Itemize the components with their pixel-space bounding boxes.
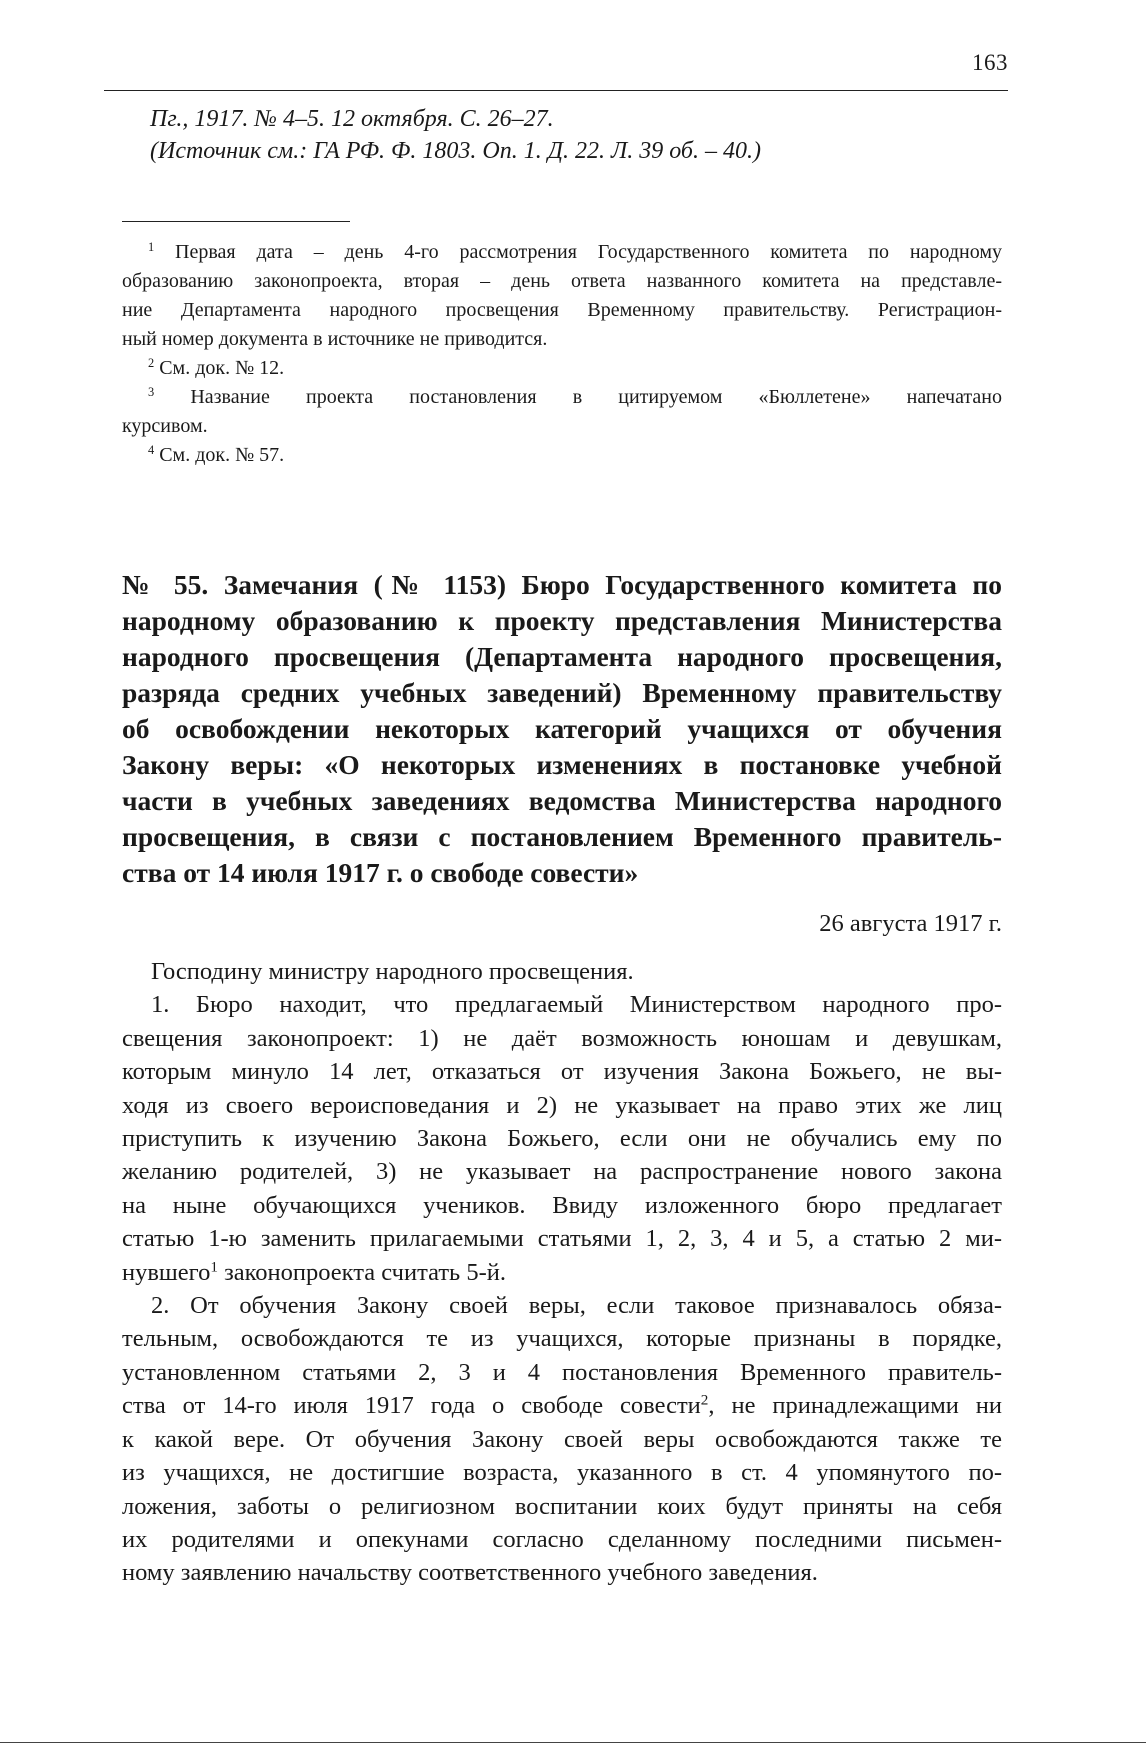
footnote-line: образованию законопроекта, вторая – день ответа названного комитета на представле- <box>122 270 1002 292</box>
footnotes <box>122 238 1002 470</box>
footnote-mark: 4 <box>148 443 155 458</box>
paragraph-line: установленном статьями 2, 3 и 4 постановления Временного правитель- <box>122 1358 1002 1386</box>
paragraph-line: тельным, освобождаются те из учащихся, которые признаны в порядке, <box>122 1325 1002 1353</box>
document-body <box>122 955 1002 1590</box>
text-run: , не принадлежащими ни <box>708 1392 1002 1420</box>
paragraph-line: из учащихся, не достигшие возраста, указанного в ст. 4 упомянутого по- <box>122 1459 1002 1487</box>
paragraph-line: ходя из своего вероисповедания и 2) не указывает на право этих же лиц <box>122 1091 1002 1119</box>
paragraph-line: которым минуло 14 лет, отказаться от изучения Закона Божьего, не вы- <box>122 1058 1002 1086</box>
page-number: 163 <box>972 50 1008 75</box>
document-date: 26 августа 1917 г. <box>819 910 1002 937</box>
header-rule <box>104 90 1008 91</box>
footnote-line: ный номер документа в источнике не приводится. <box>122 328 548 350</box>
footnote-line <box>122 238 1002 267</box>
heading-line: разряда средних учебных заведений) Временному правительству <box>122 677 1002 708</box>
footnote-line: курсивом. <box>122 415 208 437</box>
heading-line: об освобождении некоторых категорий учащихся от обучения <box>122 713 1002 744</box>
heading-line: просвещения, в связи с постановлением Временного правитель- <box>122 821 1002 852</box>
footnote-ref: 1 <box>210 1258 218 1276</box>
footnote-line: ние Департамента народного просвещения Временному правительству. Регистрацион- <box>122 299 1002 321</box>
heading-line: части в учебных заведениях ведомства Министерства народного <box>122 785 1002 816</box>
footnote-line <box>122 383 1002 412</box>
paragraph-line: приступить к изучению Закона Божьего, если они не обучались ему по <box>122 1125 1002 1153</box>
text-run: нувшего <box>122 1258 211 1286</box>
footnote-text: Первая дата – день 4-го рассмотрения Государственного комитета по народному <box>154 241 1002 263</box>
text-run: законопроекта считать 5-й. <box>217 1258 506 1286</box>
paragraph-line: их родителями и опекунами согласно сделанному последними письмен- <box>122 1525 1002 1553</box>
paragraph-line: свещения законопроект: 1) не даёт возможность юношам и девушкам, <box>122 1024 1002 1052</box>
footnote-mark: 3 <box>148 385 155 400</box>
document-heading <box>122 567 1002 891</box>
footnote-rule <box>122 221 350 222</box>
paragraph-line: на ныне обучающихся учеников. Ввиду изложенного бюро предлагает <box>122 1191 1002 1219</box>
paragraph-line <box>122 1256 1002 1289</box>
paragraph-line: 2. От обучения Закону своей веры, если таковое признавалось обяза- <box>151 1292 1002 1320</box>
source-line: (Источник см.: ГА РФ. Ф. 1803. Оп. 1. Д. 22. Л. 39 об. – 40.) <box>150 138 761 164</box>
footnote-mark: 1 <box>148 240 155 255</box>
footnote-text: Название проекта постановления в цитируемом «Бюллетене» напечатано <box>154 386 1002 408</box>
footnote-line <box>122 441 1002 470</box>
page-bottom-rule <box>0 1742 1146 1743</box>
heading-line: народного просвещения (Департамента народного просвещения, <box>122 641 1002 672</box>
source-line: Пг., 1917. № 4–5. 12 октября. С. 26–27. <box>150 106 554 132</box>
footnote-line <box>122 354 1002 383</box>
source-citation <box>150 103 1000 167</box>
paragraph-line <box>122 1389 1002 1422</box>
footnote-text: См. док. № 57. <box>154 444 285 466</box>
footnote-mark: 2 <box>148 356 155 371</box>
paragraph-line: 1. Бюро находит, что предлагаемый Министерством народного про- <box>151 991 1002 1019</box>
heading-line: ства от 14 июля 1917 г. о свободе совести» <box>122 857 639 888</box>
heading-line: № 55. Замечания (№ 1153) Бюро Государственного комитета по <box>122 569 1002 600</box>
salutation: Господину министру народного просвещения. <box>151 958 634 985</box>
heading-line: Закону веры: «О некоторых изменениях в постановке учебной <box>122 749 1002 780</box>
footnote-ref: 2 <box>700 1391 709 1409</box>
paragraph-line: к какой вере. От обучения Закону своей веры освобождаются также те <box>122 1425 1002 1453</box>
footnote-text: См. док. № 12. <box>154 357 285 379</box>
text-run: ства от 14-го июля 1917 года о свободе совести <box>122 1392 701 1420</box>
paragraph-line: ному заявлению начальству соответственного учебного заведения. <box>122 1559 818 1587</box>
paragraph-line: ложения, заботы о религиозном воспитании коих будут приняты на себя <box>122 1492 1002 1520</box>
paragraph-line: желанию родителей, 3) не указывает на распространение нового закона <box>122 1158 1002 1186</box>
heading-line: народному образованию к проекту представления Министерства <box>122 605 1002 636</box>
paragraph-line: статью 1-ю заменить прилагаемыми статьями 1, 2, 3, 4 и 5, а статью 2 ми- <box>122 1225 1002 1253</box>
